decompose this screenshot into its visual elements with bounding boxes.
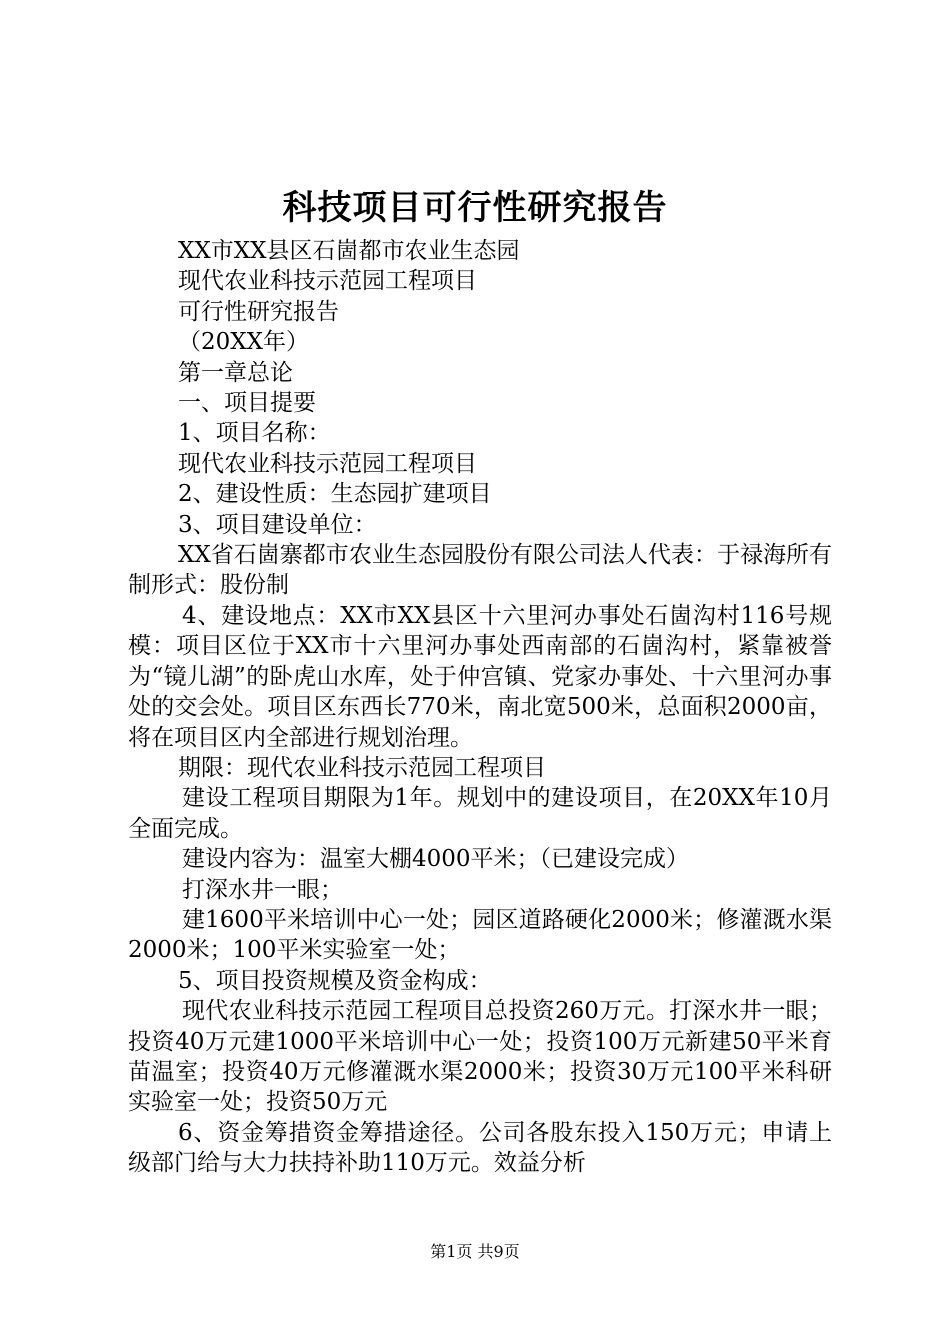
- item-training-center: 建1600平米培训中心一处；园区道路硬化2000米；修灌溉水渠2000米；100平米实验室一处；: [128, 906, 832, 964]
- item-deep-well: 打深水井一眼；: [182, 876, 343, 903]
- item-project-name-value: 现代农业科技示范园工程项目: [178, 450, 477, 477]
- document-body: [128, 236, 832, 1179]
- item-construction-site: 4、建设地点：XX市XX县区十六里河办事处石崮沟村116号规模：项目区位于XX市十六里河办事处西南部的石崮沟村，紧靠被誉为“镜儿湖”的卧虎山水库，处于仲宫镇、党家办事处、十六里河办事处的交会处。项目区东西长770米，南北宽500米，总面积2000亩，将在项目区内全部进行规划治理。: [128, 602, 832, 751]
- item-funding: 6、资金筹措资金筹措途径。公司各股东投入150万元；申请上级部门给与大力扶持补助110万元。效益分析: [128, 1119, 832, 1177]
- paragraph-report-title: 可行性研究报告: [178, 298, 339, 325]
- item-construction-unit-value: XX省石崮寨都市农业生态园股份有限公司法人代表：于禄海所有制形式：股份制: [128, 542, 832, 599]
- item-investment-value: 现代农业科技示范园工程项目总投资260万元。打深水井一眼；投资40万元建1000平米培训中心一处；投资100万元新建50平米育苗温室；投资40万元修灌溉水渠2000米；投资30万元100平米科研实验室一处；投资50万元: [128, 998, 832, 1116]
- paragraph-project-name-title: 现代农业科技示范园工程项目: [178, 268, 477, 295]
- item-duration-label: 期限：现代农业科技示范园工程项目: [178, 754, 546, 781]
- paragraph-project-location-title: XX市XX县区石崮都市农业生态园: [178, 238, 520, 264]
- item-duration-value: 建设工程项目期限为1年。规划中的建设项目，在20XX年10月全面完成。: [128, 785, 832, 842]
- item-construction-content: 建设内容为：温室大棚4000平米；（已建设完成）: [182, 846, 690, 873]
- chapter-heading: 第一章总论: [178, 359, 293, 386]
- item-construction-unit-label: 3、项目建设单位：: [178, 511, 377, 538]
- page-number-footer: 第1页 共9页: [430, 1242, 520, 1261]
- item-investment-label: 5、项目投资规模及资金构成：: [178, 967, 492, 994]
- item-project-name-label: 1、项目名称：: [178, 420, 331, 447]
- item-construction-nature: 2、建设性质：生态园扩建项目: [178, 481, 492, 508]
- document-title: 科技项目可行性研究报告: [282, 188, 668, 228]
- paragraph-year: （20XX年）: [178, 329, 310, 356]
- section-heading: 一、项目提要: [178, 390, 316, 417]
